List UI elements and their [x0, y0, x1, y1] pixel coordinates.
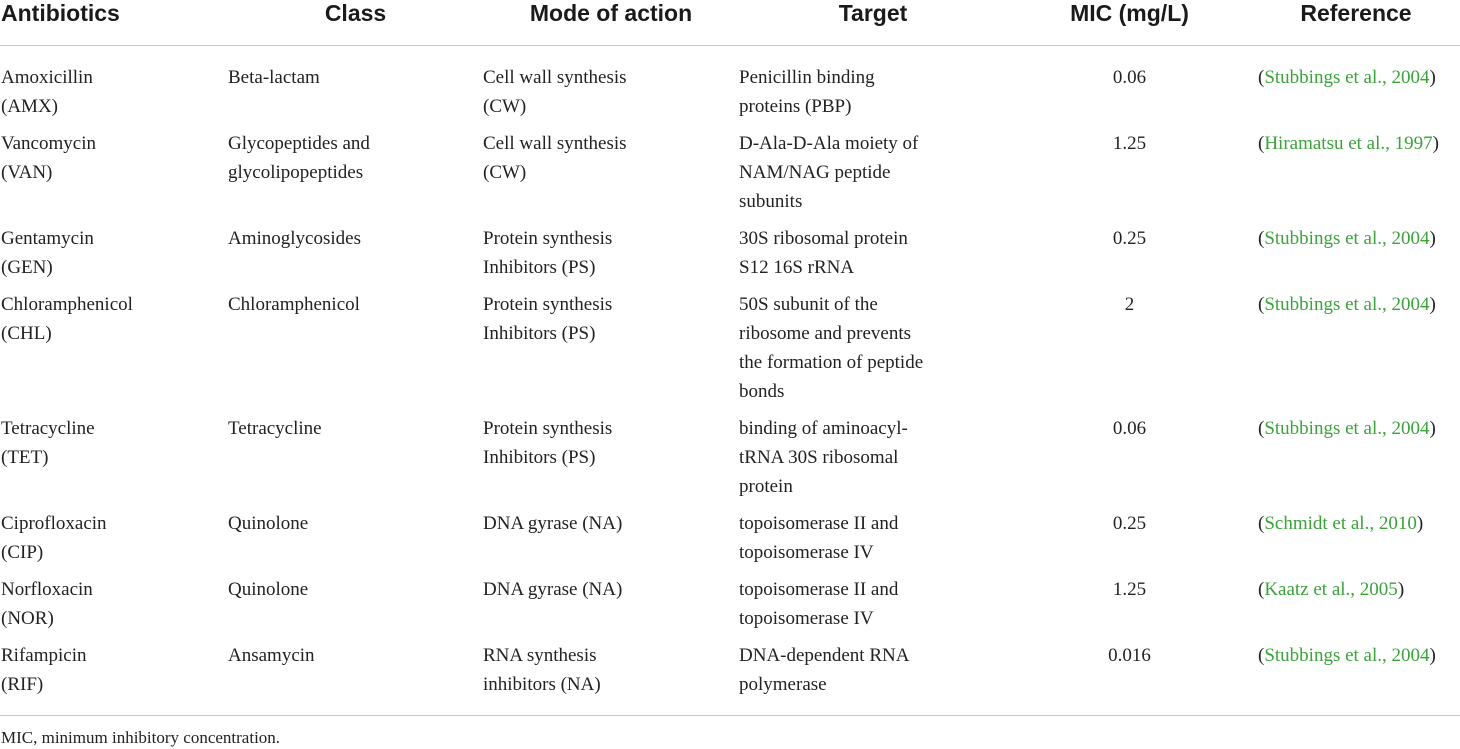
- target-text: S12 16S rRNA: [739, 257, 855, 278]
- target-text: polymerase: [739, 674, 827, 695]
- antibiotic-name: Ciprofloxacin: [1, 513, 107, 534]
- cell-mic: 2: [1124, 294, 1135, 315]
- mode-text: DNA gyrase (NA): [483, 513, 623, 534]
- mode-text: inhibitors (NA): [483, 674, 601, 695]
- cell-antibiotic: [0, 406, 228, 501]
- target-text: tRNA 30S ribosomal: [739, 447, 899, 468]
- paren-close: ): [1429, 294, 1436, 315]
- paren-close: ): [1429, 418, 1436, 439]
- cell-mode: [483, 406, 739, 501]
- cell-antibiotic: [0, 121, 228, 216]
- table-row: [0, 406, 1460, 501]
- class-text: Chloramphenicol: [228, 294, 360, 315]
- mode-text: RNA synthesis: [483, 645, 597, 666]
- cell-target: [739, 567, 1007, 633]
- cell-reference: [1252, 567, 1460, 633]
- cell-antibiotic: [0, 216, 228, 282]
- mode-text: Inhibitors (PS): [483, 257, 596, 278]
- table-bottom-rule: [0, 715, 1460, 716]
- paren-open: (: [1258, 645, 1265, 666]
- target-text: bonds: [739, 381, 785, 402]
- table-row: [0, 46, 1460, 122]
- cell-mic: 1.25: [1112, 133, 1147, 154]
- antibiotic-name: Tetracycline: [1, 418, 95, 439]
- paren-close: ): [1429, 228, 1436, 249]
- reference-link[interactable]: Stubbings et al., 2004: [1264, 645, 1430, 666]
- table-row: [0, 633, 1460, 699]
- reference-link[interactable]: Stubbings et al., 2004: [1264, 67, 1430, 88]
- paren-open: (: [1258, 133, 1265, 154]
- paren-open: (: [1258, 418, 1265, 439]
- cell-mic: 0.06: [1112, 418, 1147, 439]
- header-mode-of-action: Mode of action: [483, 0, 739, 46]
- paren-open: (: [1258, 67, 1265, 88]
- header-reference: Reference: [1252, 0, 1460, 46]
- mode-text: Inhibitors (PS): [483, 447, 596, 468]
- cell-antibiotic: [0, 501, 228, 567]
- mode-text: Protein synthesis: [483, 228, 613, 249]
- header-target: Target: [739, 0, 1007, 46]
- cell-class: [228, 216, 483, 282]
- cell-class: [228, 567, 483, 633]
- header-antibiotics: Antibiotics: [0, 0, 228, 46]
- target-text: ribosome and prevents: [739, 323, 912, 344]
- cell-mode: [483, 121, 739, 216]
- cell-reference: [1252, 282, 1460, 406]
- mode-text: (CW): [483, 96, 527, 117]
- cell-target: [739, 216, 1007, 282]
- cell-class: [228, 406, 483, 501]
- paren-open: (: [1258, 228, 1265, 249]
- antibiotic-name: Vancomycin: [1, 133, 96, 154]
- cell-antibiotic: [0, 567, 228, 633]
- paren-open: (: [1258, 579, 1265, 600]
- table-row: [0, 282, 1460, 406]
- antibiotic-abbrev: (NOR): [1, 608, 54, 629]
- cell-class: [228, 121, 483, 216]
- antibiotic-name: Chloramphenicol: [1, 294, 133, 315]
- target-text: DNA-dependent RNA: [739, 645, 910, 666]
- mode-text: Inhibitors (PS): [483, 323, 596, 344]
- class-text: glycolipopeptides: [228, 162, 364, 183]
- cell-mic: 0.25: [1112, 513, 1147, 534]
- mode-text: DNA gyrase (NA): [483, 579, 623, 600]
- class-text: Ansamycin: [228, 645, 315, 666]
- antibiotic-abbrev: (VAN): [1, 162, 53, 183]
- cell-class: [228, 282, 483, 406]
- paren-close: ): [1429, 67, 1436, 88]
- class-text: Quinolone: [228, 579, 309, 600]
- paren-open: (: [1258, 513, 1265, 534]
- target-text: 30S ribosomal protein: [739, 228, 908, 249]
- reference-link[interactable]: Schmidt et al., 2010: [1264, 513, 1417, 534]
- target-text: 50S subunit of the: [739, 294, 878, 315]
- cell-class: [228, 633, 483, 699]
- paren-open: (: [1258, 294, 1265, 315]
- table-row: [0, 216, 1460, 282]
- cell-target: [739, 501, 1007, 567]
- cell-mode: [483, 633, 739, 699]
- cell-class: [228, 501, 483, 567]
- target-text: proteins (PBP): [739, 96, 852, 117]
- antibiotic-abbrev: (CIP): [1, 542, 44, 563]
- table-row: [0, 567, 1460, 633]
- target-text: topoisomerase II and: [739, 579, 899, 600]
- reference-link[interactable]: Hiramatsu et al., 1997: [1264, 133, 1433, 154]
- target-text: NAM/NAG peptide: [739, 162, 891, 183]
- antibiotic-abbrev: (TET): [1, 447, 49, 468]
- cell-reference: [1252, 633, 1460, 699]
- cell-mode: [483, 567, 739, 633]
- antibiotic-name: Amoxicillin: [1, 67, 93, 88]
- cell-target: [739, 282, 1007, 406]
- header-class: Class: [228, 0, 483, 46]
- paren-close: ): [1397, 579, 1405, 600]
- antibiotic-name: Gentamycin: [1, 228, 94, 249]
- antibiotic-abbrev: (AMX): [1, 96, 58, 117]
- reference-link[interactable]: Stubbings et al., 2004: [1264, 418, 1430, 439]
- cell-antibiotic: [0, 46, 228, 122]
- reference-link[interactable]: Stubbings et al., 2004: [1264, 294, 1430, 315]
- cell-reference: [1252, 121, 1460, 216]
- class-text: Aminoglycosides: [228, 228, 361, 249]
- cell-antibiotic: [0, 633, 228, 699]
- target-text: topoisomerase IV: [739, 542, 874, 563]
- cell-reference: [1252, 406, 1460, 501]
- cell-mic: 0.25: [1112, 228, 1147, 249]
- target-text: D-Ala-D-Ala moiety of: [739, 133, 919, 154]
- cell-mic: 0.06: [1112, 67, 1147, 88]
- mode-text: Cell wall synthesis: [483, 67, 627, 88]
- table-footnote: MIC, minimum inhibitory concentration.: [1, 728, 281, 747]
- cell-mode: [483, 501, 739, 567]
- target-text: Penicillin binding: [739, 67, 875, 88]
- paren-close: ): [1432, 133, 1439, 154]
- class-text: Beta-lactam: [228, 67, 320, 88]
- reference-link[interactable]: Stubbings et al., 2004: [1264, 228, 1430, 249]
- target-text: protein: [739, 476, 793, 497]
- cell-reference: [1252, 46, 1460, 122]
- cell-reference: [1252, 216, 1460, 282]
- table-header-row: [0, 0, 1460, 46]
- mode-text: Protein synthesis: [483, 294, 613, 315]
- cell-target: [739, 121, 1007, 216]
- cell-target: [739, 633, 1007, 699]
- antibiotic-abbrev: (RIF): [1, 674, 44, 695]
- table-row: [0, 121, 1460, 216]
- target-text: topoisomerase IV: [739, 608, 874, 629]
- target-text: binding of aminoacyl-: [739, 418, 908, 439]
- mode-text: (CW): [483, 162, 527, 183]
- reference-link[interactable]: Kaatz et al., 2005: [1264, 579, 1398, 600]
- cell-class: [228, 46, 483, 122]
- cell-mode: [483, 46, 739, 122]
- target-text: subunits: [739, 191, 803, 212]
- mode-text: Protein synthesis: [483, 418, 613, 439]
- cell-antibiotic: [0, 282, 228, 406]
- cell-mode: [483, 216, 739, 282]
- class-text: Quinolone: [228, 513, 309, 534]
- antibiotic-abbrev: (CHL): [1, 323, 52, 344]
- antibiotic-name: Rifampicin: [1, 645, 87, 666]
- antibiotic-name: Norfloxacin: [1, 579, 93, 600]
- cell-mic: 1.25: [1112, 579, 1147, 600]
- paren-close: ): [1429, 645, 1436, 666]
- cell-mode: [483, 282, 739, 406]
- cell-target: [739, 46, 1007, 122]
- paren-close: ): [1416, 513, 1424, 534]
- mode-text: Cell wall synthesis: [483, 133, 627, 154]
- cell-reference: [1252, 501, 1460, 567]
- cell-target: [739, 406, 1007, 501]
- target-text: topoisomerase II and: [739, 513, 899, 534]
- target-text: the formation of peptide: [739, 352, 924, 373]
- cell-mic: 0.016: [1108, 645, 1151, 666]
- header-mic: MIC (mg/L): [1007, 0, 1252, 46]
- antibiotic-abbrev: (GEN): [1, 257, 53, 278]
- table-row: [0, 501, 1460, 567]
- class-text: Tetracycline: [228, 418, 322, 439]
- class-text: Glycopeptides and: [228, 133, 370, 154]
